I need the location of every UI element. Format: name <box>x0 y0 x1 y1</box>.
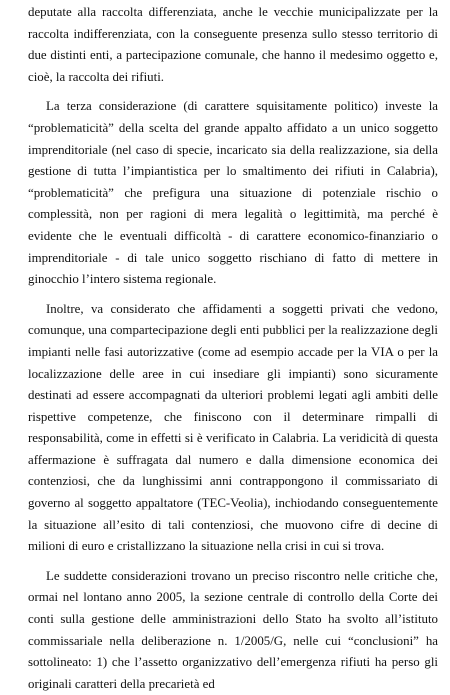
paragraph-gap <box>28 291 438 299</box>
paragraph-3: Inoltre, va considerato che affidamenti a soggetti privati che vedono, comunque, una compartecipazione degli enti pubblici per la realizzazione degli impianti nelle fasi autorizzative (come ad esempio accade per la VIA o per la localizzazione delle aree in cui insediare gli impianti) sono sicuramente destinati ad essere accompagnati da ulteriori problemi legati agli ambiti delle rispettive competenze, che finiscono con il determinare rimpalli di responsabilità, come in effetti si è verificato in Calabria. La veridicità di questa affermazione è suffragata dal numero e dalla dimensione economica dei contenziosi, che da lunghissimi anni contrappongono il commissariato di governo al soggetto appaltatore (TEC-Veolia), inchiodando conseguentemente la situazione all’esito di tali contenziosi, che muovono cifre di decine di milioni di euro e cristallizzano la situazione nella crisi in cui si trova. <box>28 301 438 554</box>
paragraph-4: Le suddette considerazioni trovano un preciso riscontro nelle critiche che, ormai nel lontano anno 2005, la sezione centrale di controllo della Corte dei conti sulla gestione delle amministrazioni dello Stato ha svolto all’istituto commissariale nella deliberazione n. 1/2005/G, nelle cui “conclusioni” ha sottolineato: 1) che l’assetto organizzativo dell’emergenza rifiuti ha perso gli originali caratteri della precarietà ed <box>28 568 438 691</box>
paragraph-1: deputate alla raccolta differenziata, anche le vecchie municipalizzate per la raccolta indifferenziata, con la conseguente presenza sullo stesso territorio di due distinti enti, a partecipazione comunale, che hanno il medesimo oggetto e, cioè, la raccolta dei rifiuti. <box>28 5 438 84</box>
paragraph-gap <box>28 88 438 96</box>
paragraph-gap <box>28 558 438 566</box>
paragraph-2: La terza considerazione (di carattere squisitamente politico) investe la “problematicità” della scelta del grande appalto affidato a un unico soggetto imprenditoriale (nel caso di specie, incaricato sia della realizzazione, sia della gestione di tutta l’impiantistica per lo smaltimento dei rifiuti in Calabria), “problematicità” che prefigura una situazione di potenziale rischio o complessità, non per ragioni di mera legalità o legittimità, ma perché è evidente che le eventuali difficoltà - di carattere economico-finanziario o imprenditoriale - di tale unico soggetto rischiano di fatto di mettere in ginocchio l’intero sistema regionale. <box>28 99 438 287</box>
